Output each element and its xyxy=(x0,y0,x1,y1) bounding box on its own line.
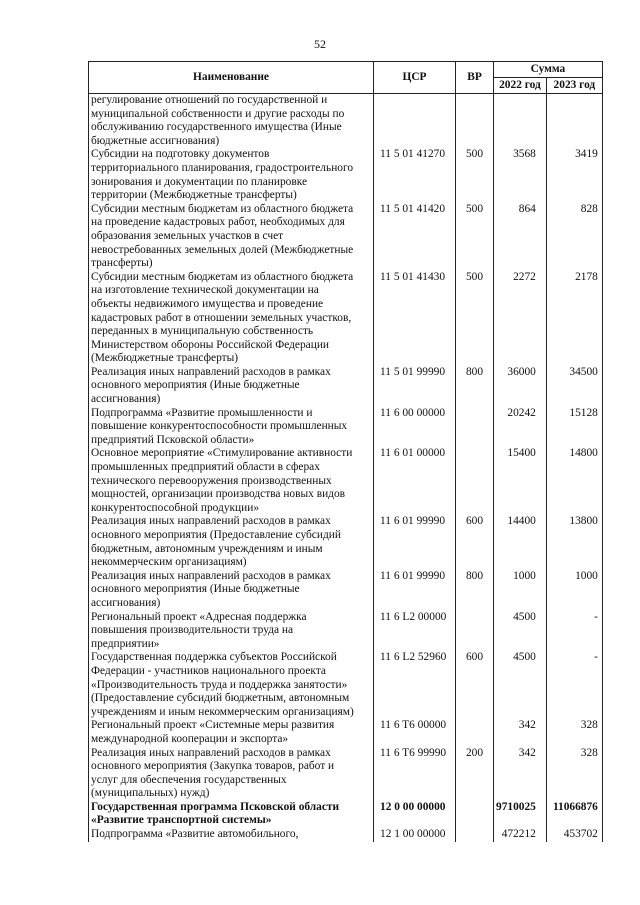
cell-2022 xyxy=(494,94,547,149)
cell-2023: - xyxy=(546,611,602,652)
cell-vr: 600 xyxy=(456,515,494,569)
table-row xyxy=(89,719,603,746)
name-line: трансферты) xyxy=(91,257,153,270)
table-body xyxy=(89,94,603,842)
cell-2023: 1000 xyxy=(546,570,602,611)
cell-2022: 2272 xyxy=(494,271,547,366)
name-line: Министерством обороны Российской Федерации xyxy=(91,338,330,351)
page-number: 52 xyxy=(314,37,326,51)
name-line: Подпрограмма «Развитие автомобильного, xyxy=(91,828,299,841)
name-line: ассигнования) xyxy=(91,596,161,609)
table-row xyxy=(89,828,603,842)
cell-2023 xyxy=(546,94,602,149)
cell-name xyxy=(89,747,374,801)
cell-2023: 13800 xyxy=(546,515,602,569)
cell-2022: 1000 xyxy=(494,570,547,611)
cell-name xyxy=(89,570,374,611)
cell-vr xyxy=(456,447,494,515)
cell-2022: 36000 xyxy=(494,366,547,407)
table-row xyxy=(89,203,603,271)
name-line: Реализация иных направлений расходов в рамках xyxy=(91,569,331,582)
cell-name xyxy=(89,515,374,569)
header-name: Наименование xyxy=(89,62,374,94)
cell-name xyxy=(89,801,374,828)
cell-name xyxy=(89,94,374,149)
name-line: невостребованных земельных долей (Межбюджетные xyxy=(91,243,354,256)
name-line: основного мероприятия (Иные бюджетные xyxy=(91,379,300,392)
name-line: Региональный проект «Системные меры развития xyxy=(91,719,335,732)
cell-2023: 828 xyxy=(546,203,602,271)
cell-2023: 2178 xyxy=(546,271,602,366)
name-line: Субсидии местным бюджетам из областного бюджета xyxy=(91,270,354,283)
name-line: основного мероприятия (Предоставление субсидий xyxy=(91,529,341,541)
cell-2022: 864 xyxy=(494,203,547,271)
cell-vr xyxy=(456,719,494,746)
cell-2023: 328 xyxy=(546,719,602,746)
cell-vr xyxy=(456,828,494,842)
name-line: Региональный проект «Адресная поддержка xyxy=(91,610,307,623)
name-line: зонирования и документации по планировке xyxy=(91,175,308,188)
table-row xyxy=(89,801,603,828)
budget-table xyxy=(88,61,603,842)
name-line: ассигнования) xyxy=(91,393,161,406)
cell-csr: 11 6 L2 52960 xyxy=(374,651,456,719)
cell-vr: 600 xyxy=(456,651,494,719)
table-row xyxy=(89,515,603,569)
header-year-2022: 2022 год xyxy=(494,78,547,94)
name-line: переданных в муниципальную собственность xyxy=(91,325,314,338)
cell-2022: 20242 xyxy=(494,407,547,448)
cell-vr: 500 xyxy=(456,203,494,271)
name-line: территории (Межбюджетные трансферты) xyxy=(91,189,297,202)
cell-name xyxy=(89,407,374,448)
table-row xyxy=(89,611,603,652)
name-line: услуг для обеспечения государственных xyxy=(91,773,287,786)
cell-name xyxy=(89,447,374,515)
name-line: конкурентоспособной продукции» xyxy=(91,501,260,514)
name-line: учреждениям и иным некоммерческим организациям) xyxy=(91,705,354,718)
cell-vr: 500 xyxy=(456,148,494,202)
cell-csr: 11 6 01 99990 xyxy=(374,515,456,569)
cell-csr: 11 5 01 99990 xyxy=(374,366,456,407)
name-line: Субсидии местным бюджетам из областного бюджета xyxy=(91,202,354,215)
table-row xyxy=(89,271,603,366)
name-line: технического перевооружения производственных xyxy=(91,474,332,487)
cell-csr: 11 5 01 41420 xyxy=(374,203,456,271)
name-line: повышение конкурентоспособности промышленных xyxy=(91,420,348,433)
name-line: повышения производительности труда на xyxy=(91,624,294,637)
cell-2023: 15128 xyxy=(546,407,602,448)
cell-2022: 472212 xyxy=(494,828,547,842)
header-sum: Сумма xyxy=(494,62,603,78)
cell-name xyxy=(89,271,374,366)
cell-name xyxy=(89,366,374,407)
name-line: Реализация иных направлений расходов в рамках xyxy=(91,515,331,528)
table-row xyxy=(89,447,603,515)
cell-vr xyxy=(456,407,494,448)
name-line: Государственная поддержка субъектов Российской xyxy=(91,651,337,664)
cell-csr xyxy=(374,94,456,149)
name-line: муниципальной собственности и другие расходы по xyxy=(91,107,345,120)
cell-vr xyxy=(456,94,494,149)
cell-name xyxy=(89,651,374,719)
cell-name xyxy=(89,719,374,746)
cell-name xyxy=(89,148,374,202)
cell-name xyxy=(89,611,374,652)
name-line: Реализация иных направлений расходов в рамках xyxy=(91,365,331,378)
name-line: (Межбюджетные трансферты) xyxy=(91,352,239,365)
table-row xyxy=(89,366,603,407)
cell-name xyxy=(89,203,374,271)
cell-csr: 12 0 00 00000 xyxy=(374,801,456,828)
name-line: промышленных предприятий области в сферах xyxy=(91,461,320,474)
cell-2022: 342 xyxy=(494,747,547,801)
name-line: Субсидии на подготовку документов xyxy=(91,148,270,161)
table-row xyxy=(89,651,603,719)
table-row xyxy=(89,570,603,611)
cell-2022: 14400 xyxy=(494,515,547,569)
name-line: основного мероприятия (Иные бюджетные xyxy=(91,583,300,596)
name-line: предприятии» xyxy=(91,637,160,650)
table-row xyxy=(89,148,603,202)
name-line: Федерации - участников национального проекта xyxy=(91,664,326,677)
cell-2022: 9710025 xyxy=(494,801,547,828)
name-line: регулирование отношений по государственной и xyxy=(91,94,328,106)
cell-2023: 14800 xyxy=(546,447,602,515)
name-line: (Предоставление субсидий бюджетным, автономным xyxy=(91,692,350,705)
cell-csr: 11 5 01 41430 xyxy=(374,271,456,366)
cell-vr: 200 xyxy=(456,747,494,801)
name-line: территориального планирования, градостроительного xyxy=(91,161,354,174)
header-year-2023: 2023 год xyxy=(546,78,602,94)
cell-name xyxy=(89,828,374,842)
name-line: основного мероприятия (Закупка товаров, работ и xyxy=(91,760,335,773)
name-line: Подпрограмма «Развитие промышленности и xyxy=(91,406,313,419)
name-line: Основное мероприятие «Стимулирование активности xyxy=(91,447,353,460)
cell-csr: 11 6 00 00000 xyxy=(374,407,456,448)
cell-csr: 11 6 T6 00000 xyxy=(374,719,456,746)
cell-2023: - xyxy=(546,651,602,719)
name-line: бюджетным, автономным учреждениям и иным xyxy=(91,542,323,555)
name-line: Реализация иных направлений расходов в рамках xyxy=(91,746,331,759)
header-vr: ВР xyxy=(456,62,494,94)
name-line: на проведение кадастровых работ, необходимых для xyxy=(91,216,345,229)
cell-csr: 11 6 01 00000 xyxy=(374,447,456,515)
cell-vr: 800 xyxy=(456,366,494,407)
cell-2023: 34500 xyxy=(546,366,602,407)
name-line: кадастровых работ в отношении земельных участков, xyxy=(91,311,352,324)
cell-2022: 4500 xyxy=(494,651,547,719)
table-row xyxy=(89,94,603,149)
cell-2023: 453702 xyxy=(546,828,602,842)
name-line: Государственная программа Псковской области xyxy=(91,800,340,813)
name-line: предприятий Псковской области» xyxy=(91,433,255,446)
table-row xyxy=(89,747,603,801)
name-line: международной кооперации и экспорта» xyxy=(91,732,289,745)
cell-vr xyxy=(456,801,494,828)
cell-vr: 800 xyxy=(456,570,494,611)
name-line: некоммерческим организациям) xyxy=(91,556,247,569)
table-row xyxy=(89,407,603,448)
name-line: образования земельных участков в счет xyxy=(91,229,284,242)
cell-csr: 11 6 T6 99990 xyxy=(374,747,456,801)
cell-2023: 3419 xyxy=(546,148,602,202)
name-line: «Производительность труда и поддержка занятости» xyxy=(91,678,348,691)
name-line: бюджетные ассигнования) xyxy=(91,134,220,147)
name-line: (муниципальных) нужд) xyxy=(91,787,210,800)
name-line: на изготовление технической документации на xyxy=(91,284,319,297)
cell-2023: 328 xyxy=(546,747,602,801)
cell-2022: 4500 xyxy=(494,611,547,652)
header-csr: ЦСР xyxy=(374,62,456,94)
cell-2023: 11066876 xyxy=(546,801,602,828)
cell-vr: 500 xyxy=(456,271,494,366)
name-line: «Развитие транспортной системы» xyxy=(91,814,272,827)
cell-2022: 3568 xyxy=(494,148,547,202)
cell-2022: 342 xyxy=(494,719,547,746)
name-line: объекты недвижимого имущества и проведение xyxy=(91,297,324,310)
name-line: мощностей, организации производства новых видов xyxy=(91,488,346,501)
cell-csr: 11 6 01 99990 xyxy=(374,570,456,611)
name-line: обслуживанию государственного имущества (Иные xyxy=(91,121,342,134)
cell-2022: 15400 xyxy=(494,447,547,515)
cell-csr: 12 1 00 00000 xyxy=(374,828,456,842)
cell-csr: 11 6 L2 00000 xyxy=(374,611,456,652)
cell-csr: 11 5 01 41270 xyxy=(374,148,456,202)
cell-vr xyxy=(456,611,494,652)
